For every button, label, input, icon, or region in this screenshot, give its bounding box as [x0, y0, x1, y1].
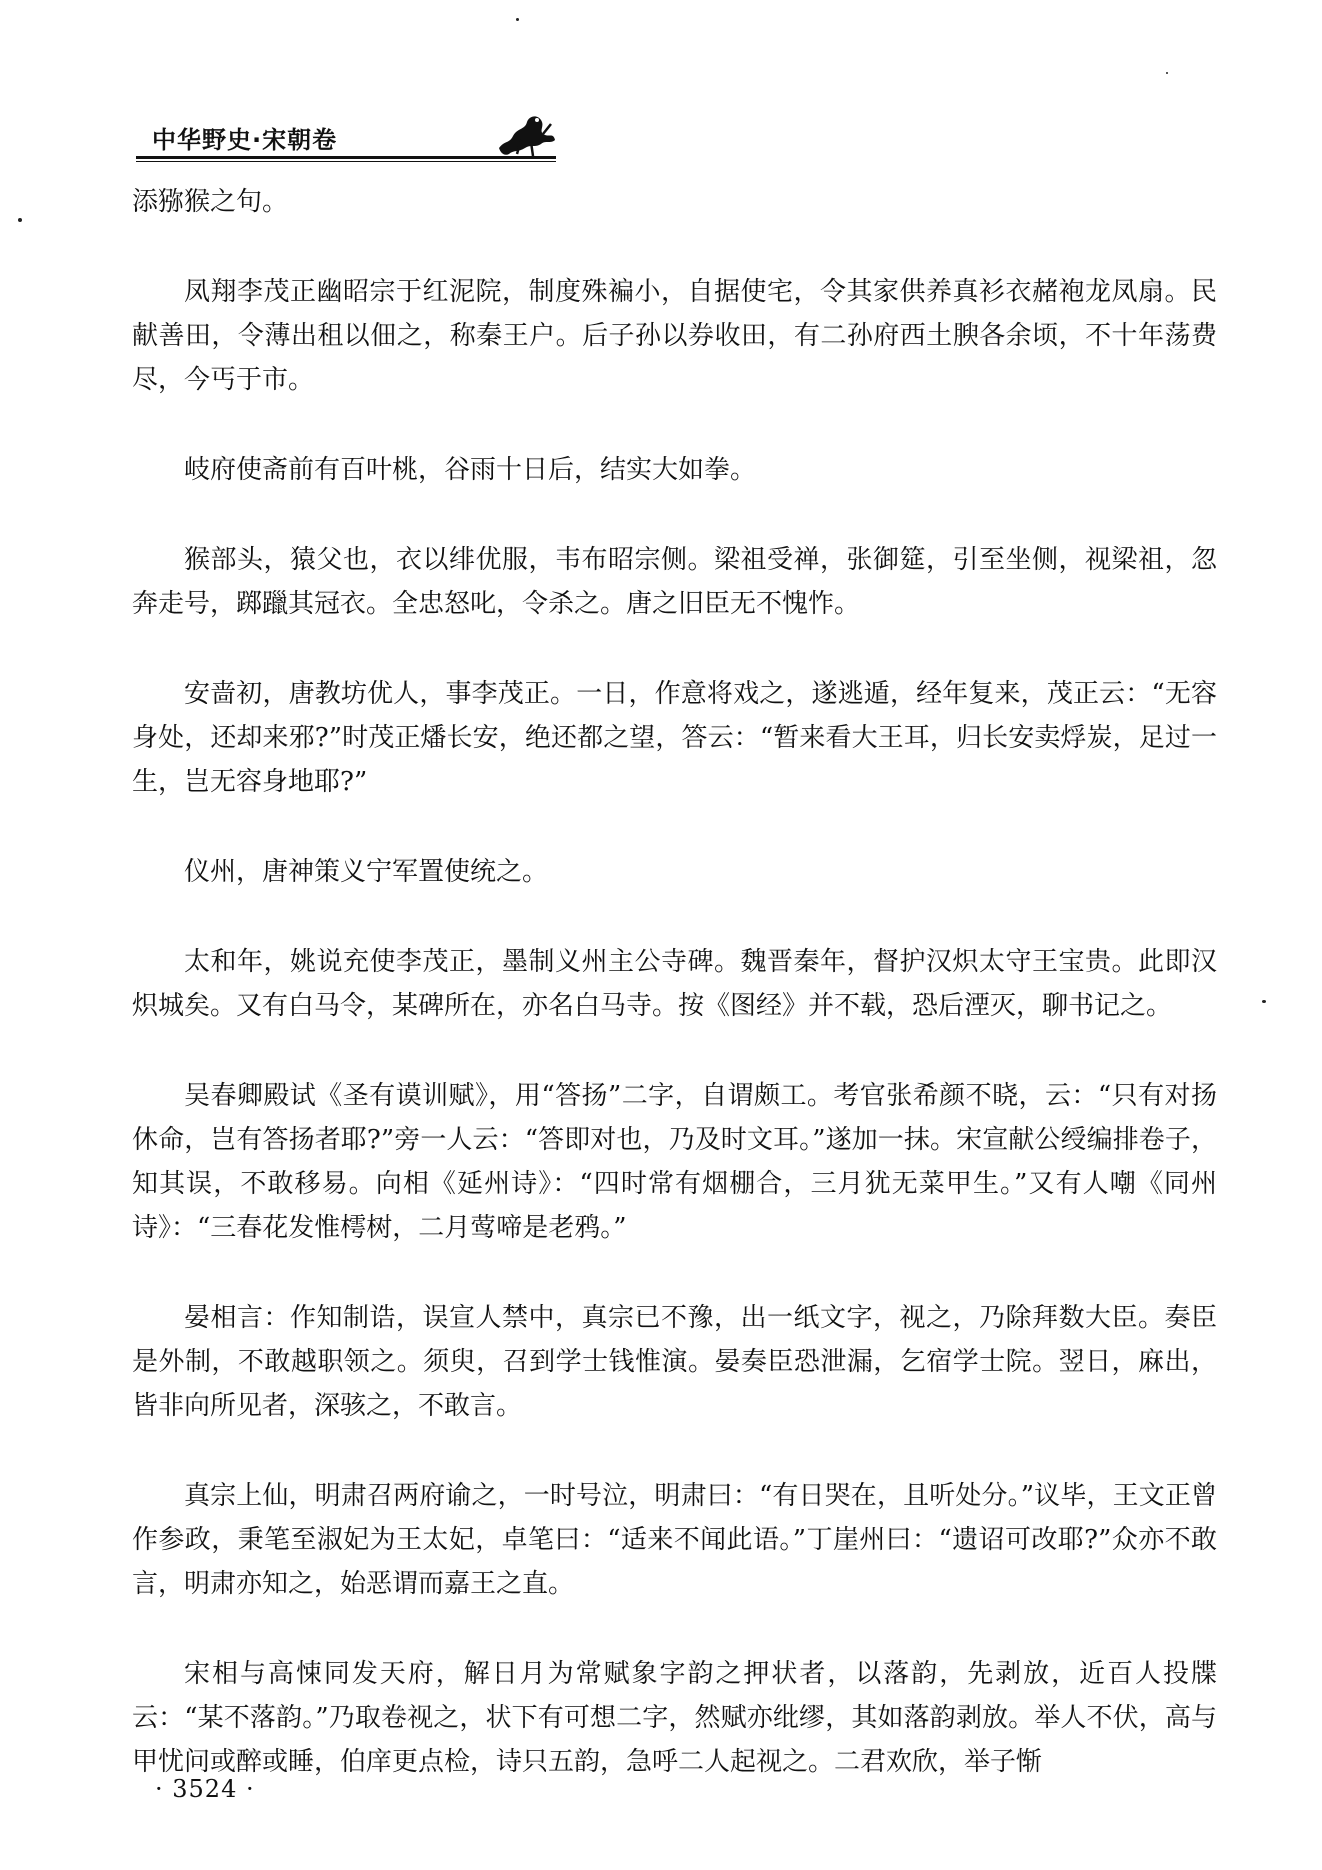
paragraph: 吴春卿殿试《圣有谟训赋》，用“答扬”二字，自谓颇工。考官张希颜不晓，云：“只有对扬休命，岂有答扬者耶?”旁一人云：“答即对也，乃及时文耳。”遂加一抹。宋宣献公绶编排卷子，知其误，不敢移易。向相《延州诗》：“四时常有烟棚合，三月犹无菜甲生。”又有人嘲《同州诗》：“三春花发惟樗树，二月莺啼是老鸦。” [132, 1081, 1217, 1243]
page-number: · 3524 · [155, 1775, 255, 1803]
scan-speck [516, 18, 519, 21]
paragraph: 添猕猴之句。 [132, 187, 289, 217]
paragraph: 仪州，唐神策义宁军置使统之。 [184, 857, 549, 887]
scan-speck [1166, 72, 1168, 74]
paragraph: 凤翔李茂正幽昭宗于红泥院，制度殊褊小，自据使宅，令其家供养真衫衣赭袍龙凤扇。民献善田，令薄出租以佃之，称秦王户。后子孙以券收田，有二孙府西土腴各余顷，不十年荡费尽，今丐于市。 [132, 277, 1217, 395]
paragraph: 真宗上仙，明肃召两府谕之，一时号泣，明肃曰：“有日哭在，且听处分。”议毕，王文正曾作参政，秉笔至淑妃为王太妃，卓笔曰：“适来不闻此语。”丁崖州曰：“遗诏可改耶?”众亦不敢言，明肃亦知之，始恶谓而嘉王之直。 [132, 1481, 1217, 1599]
running-header [136, 112, 556, 164]
header-rule-thin [136, 161, 556, 162]
book-title: 中华野史·宋朝卷 [152, 126, 338, 154]
paragraph: 太和年，姚说充使李茂正，墨制义州主公寺碑。魏晋秦年，督护汉炽太守王宝贵。此即汉炽城矣。又有白马令，某碑所在，亦名白马寺。按《图经》并不载，恐后湮灭，聊书记之。 [132, 947, 1217, 1021]
paragraph: 安啬初，唐教坊优人，事李茂正。一日，作意将戏之，遂逃遁，经年复来，茂正云：“无容身处，还却来邪?”时茂正燔长安，绝还都之望，答云：“暂来看大王耳，归长安卖烰炭，足过一生，岂无容身地耶?” [132, 679, 1217, 797]
paragraph: 晏相言：作知制诰，误宣人禁中，真宗已不豫，出一纸文字，视之，乃除拜数大臣。奏臣是外制，不敢越职领之。须臾，召到学士钱惟演。晏奏臣恐泄漏，乞宿学士院。翌日，麻出，皆非向所见者，深骇之，不敢言。 [132, 1303, 1217, 1421]
scan-speck [1262, 1000, 1266, 1003]
scan-speck [18, 218, 22, 222]
header-rule [136, 156, 556, 159]
paragraph: 猴部头，猿父也，衣以绯优服，韦布昭宗侧。梁祖受禅，张御筵，引至坐侧，视梁祖，忽奔走号，踯躐其冠衣。全忠怒叱，令杀之。唐之旧臣无不愧怍。 [132, 545, 1217, 619]
paragraph: 宋相与高悚同发天府，解日月为常赋象字韵之押状者，以落韵，先剥放，近百人投牒云：“某不落韵。”乃取卷视之，状下有可想二字，然赋亦纰缪，其如落韵剥放。举人不伏，高与甲忧问或醉或睡，伯庠更点检，诗只五韵，急呼二人起视之。二君欢欣，举子惭 [132, 1659, 1217, 1777]
dragon-icon [491, 110, 561, 160]
body-text [132, 180, 1217, 1830]
paragraph: 岐府使斋前有百叶桃，谷雨十日后，结实大如拳。 [184, 455, 757, 485]
